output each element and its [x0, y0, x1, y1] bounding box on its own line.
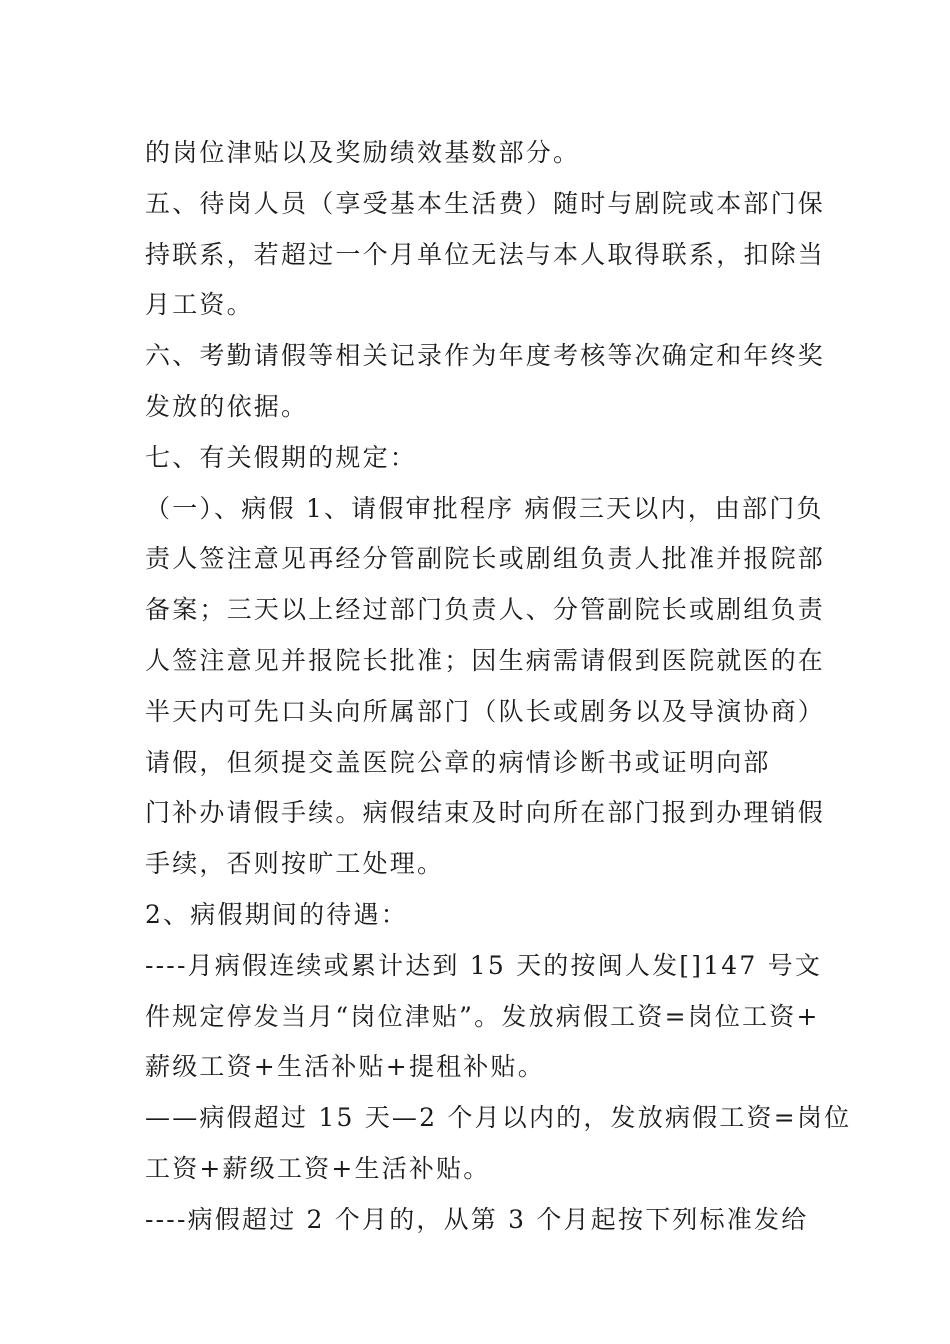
text-line: 五、待岗人员（享受基本生活费）随时与剧院或本部门保: [145, 188, 826, 218]
text-line: 请假，但须提交盖医院公章的病情诊断书或证明向部: [145, 747, 771, 777]
text-line: 半天内可先口头向所属部门（队长或剧务以及导演协商）: [145, 696, 826, 726]
text-line: 手续，否则按旷工处理。: [145, 849, 445, 879]
text-line: 发放的依据。: [145, 391, 309, 421]
text-line: 备案；三天以上经过部门负责人、分管副院长或剧组负责: [145, 595, 826, 625]
text-line: ——病假超过 15 天—2 个月以内的，发放病假工资=岗位: [145, 1103, 852, 1133]
document-body: [145, 128, 852, 1246]
text-line: 月工资。: [145, 290, 254, 320]
text-line: 件规定停发当月“岗位津贴”。发放病假工资=岗位工资+: [145, 1001, 820, 1031]
text-line: 工资+薪级工资+生活补贴。: [145, 1153, 491, 1183]
text-line: 的岗位津贴以及奖励绩效基数部分。: [145, 138, 581, 167]
text-line: 人签注意见并报院长批准；因生病需请假到医院就医的在: [145, 645, 826, 675]
text-line: 持联系，若超过一个月单位无法与本人取得联系，扣除当: [145, 239, 826, 269]
text-line: ----病假超过 2 个月的，从第 3 个月起按下列标准发给: [145, 1204, 809, 1234]
text-line: 七、有关假期的规定：: [145, 442, 418, 472]
text-line: 门补办请假手续。病假结束及时向所在部门报到办理销假: [145, 798, 826, 828]
text-line: ----月病假连续或累计达到 15 天的按闽人发[]147 号文: [145, 950, 823, 980]
text-line: 薪级工资+生活补贴+提租补贴。: [145, 1052, 545, 1082]
text-line: （一）、病假 1、请假审批程序 病假三天以内，由部门负: [145, 493, 824, 523]
text-line: 责人签注意见再经分管副院长或剧组负责人批准并报院部: [145, 544, 826, 574]
text-line: 2、病假期间的待遇：: [145, 899, 408, 929]
text-line: 六、考勤请假等相关记录作为年度考核等次确定和年终奖: [145, 341, 826, 371]
